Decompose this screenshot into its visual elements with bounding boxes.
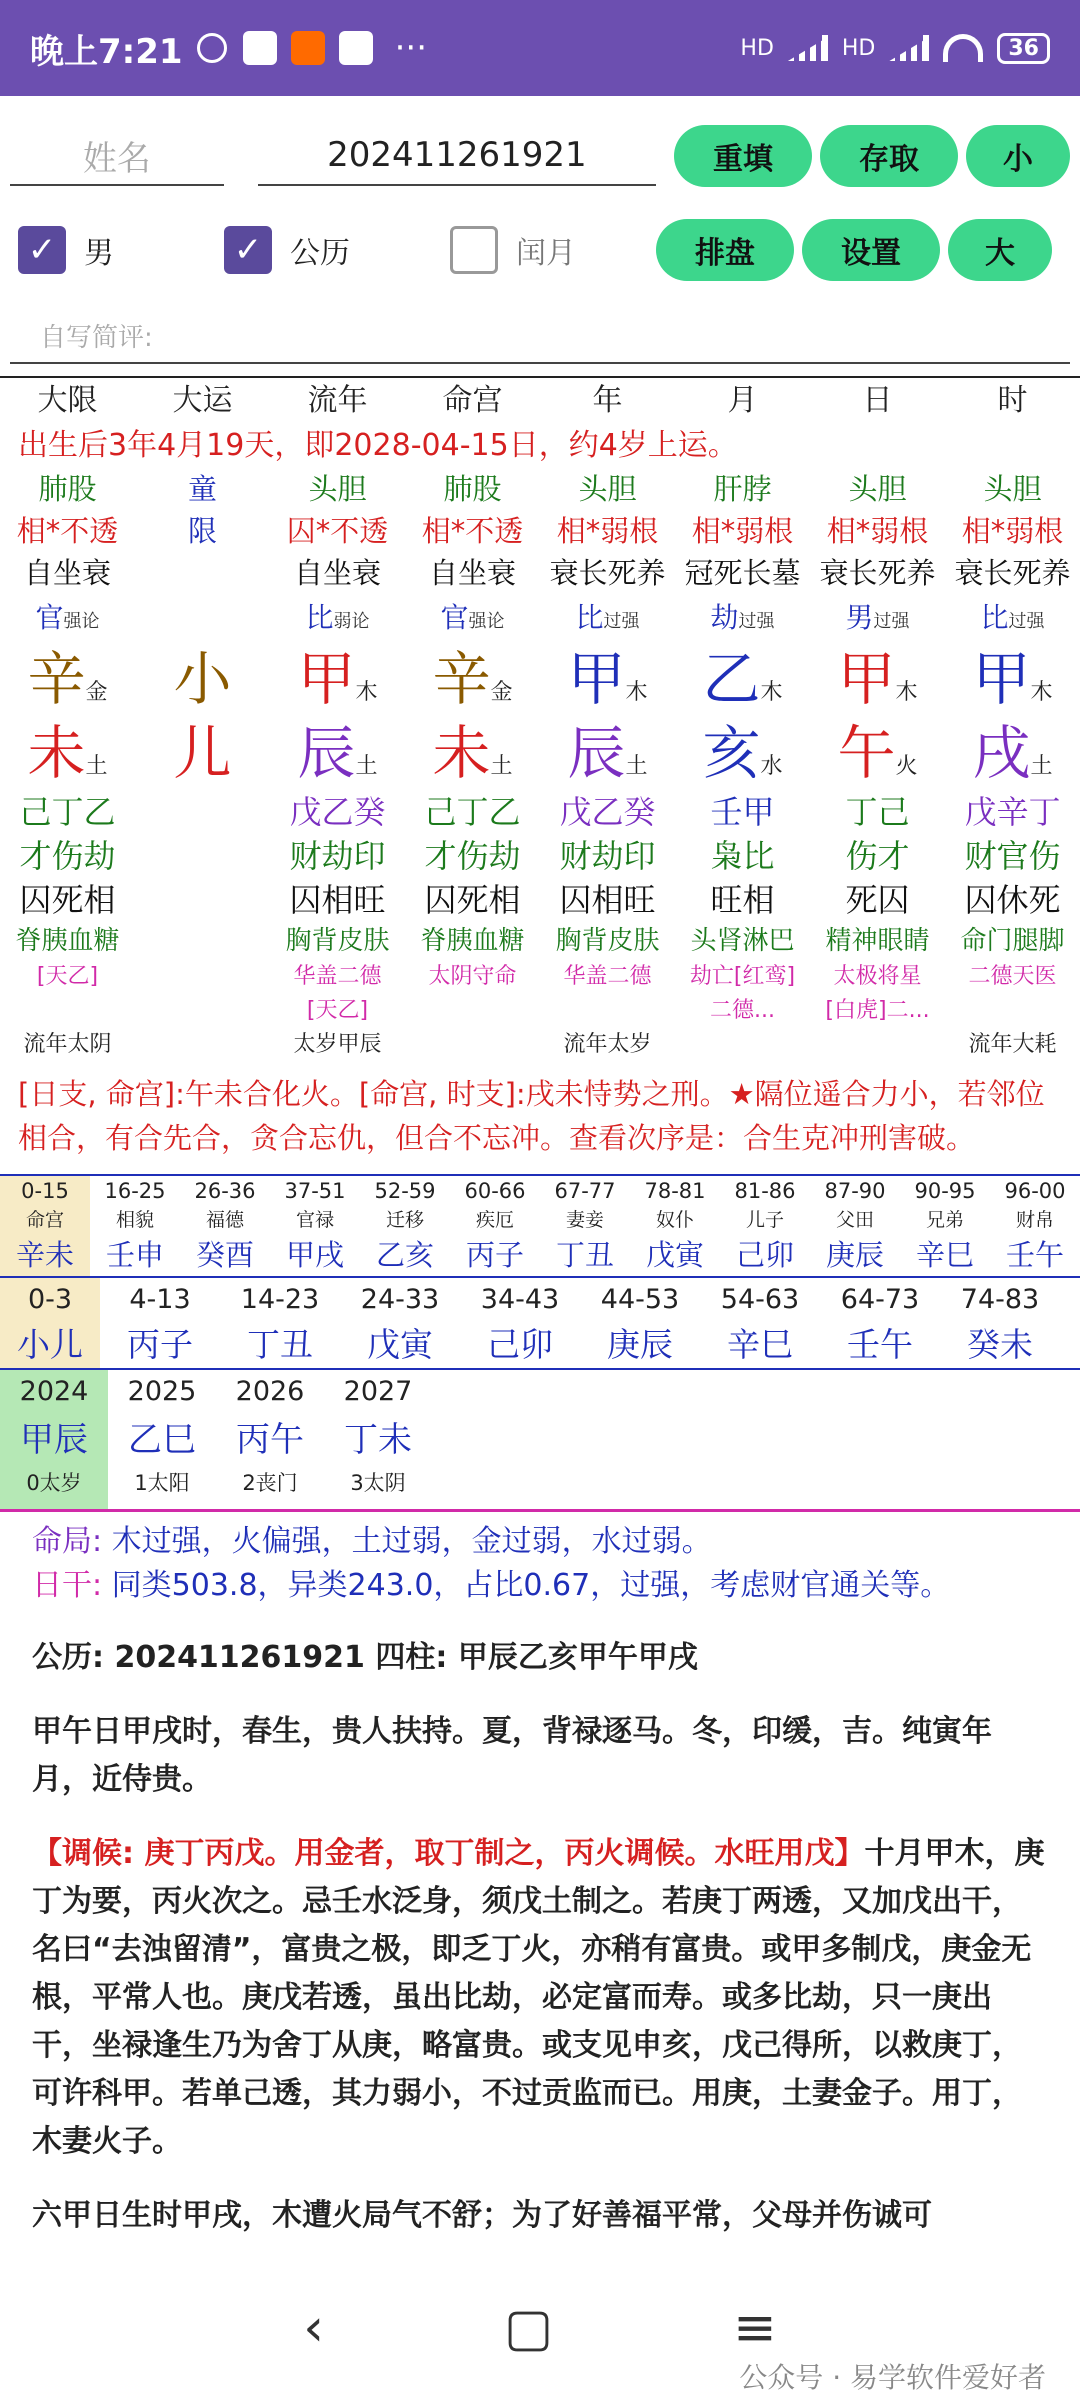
text-paragraph-3-body: 十月甲木，庚丁为要，丙火次之。忌壬水泛身，须戊土制之。若庚丁两透，又加戊出干，名曰“去浊留清”，富贵之极，即乏丁火，亦稍有富贵。或甲多制戊，庚金无根，平常人也。庚戊若透，虽出比劫，必定富而寿。或多比劫，只一庚出干，坐禄逢生乃为舍丁从庚，略富贵。或支见申亥，戊己得所，以救庚丁，可许科甲。若单己透，其力弱小，不过贡监而已。用庚，土妻金子。用丁，木妻火子。 — [32, 1836, 1045, 2159]
status-bar — [0, 0, 1080, 96]
app-notification-icon — [243, 31, 277, 65]
organ-cell: 童 — [187, 472, 217, 506]
options-row — [0, 196, 1080, 290]
solar-checkbox[interactable]: ✓ — [224, 226, 272, 274]
dayun-cell[interactable]: 24-33 戊寅 — [360, 1284, 440, 1364]
self-sit-cell: 衰长死养 — [954, 556, 1071, 590]
stem-cell-day: 甲木 — [837, 645, 918, 713]
organ-cell: 头胆 — [578, 472, 637, 506]
mi-icon — [291, 31, 325, 65]
liunian-cell[interactable]: 2024 甲辰 0太岁 — [0, 1370, 108, 1509]
input-row — [0, 96, 1080, 196]
star-cell — [135, 960, 270, 994]
state-cell: 死囚 — [845, 881, 910, 919]
self-sit-cell: 自坐衰 — [428, 556, 516, 590]
dayun-cell[interactable]: 74-83 癸未 — [960, 1284, 1040, 1364]
hidden-stem-cell: 己丁乙 — [19, 793, 116, 831]
hidden-stem-cell: 己丁乙 — [424, 793, 521, 831]
hidden-god-cell: 财劫印 — [289, 837, 386, 875]
star-cell — [0, 994, 135, 1028]
star-cell — [540, 994, 675, 1028]
header-cell: 大运 — [172, 383, 233, 418]
qq-icon — [339, 31, 373, 65]
dayun-cell[interactable]: 14-23 丁丑 — [240, 1284, 320, 1364]
hidden-stem-cell — [135, 790, 270, 834]
ten-god-cell: 劫过强 — [710, 601, 775, 634]
palace-row — [0, 1176, 1080, 1278]
hidden-god-row — [0, 834, 1080, 878]
ten-god-cell: 比过强 — [980, 601, 1045, 634]
stem-cell: 小 — [173, 645, 232, 713]
comment-input[interactable]: 自写简评: — [10, 308, 1070, 364]
summary-line-2 — [32, 1564, 1080, 1608]
summary-label-1: 命局: — [32, 1524, 103, 1559]
star-row-2 — [0, 994, 1080, 1028]
hidden-stem-cell: 壬甲 — [710, 793, 775, 831]
state-cell: 囚相旺 — [559, 881, 656, 919]
body-part-cell: 命门腿脚 — [960, 926, 1065, 956]
liunian-row — [0, 1370, 1080, 1512]
branch-cell: 午火 — [837, 719, 918, 787]
analysis-text — [0, 1634, 1080, 2240]
hidden-god-cell: 财劫印 — [559, 837, 656, 875]
stem-cell: 辛金 — [27, 645, 108, 713]
arrange-button[interactable]: 排盘 — [656, 219, 794, 281]
body-part-cell: 头肾淋巴 — [690, 926, 795, 956]
text-paragraph-1: 公历: 202411261921 四柱: 甲辰乙亥甲午甲戌 — [32, 1640, 698, 1675]
body-part-cell — [135, 922, 270, 960]
stem-cell: 甲木 — [567, 645, 648, 713]
small-button[interactable]: 小 — [966, 125, 1070, 187]
hidden-stem-cell: 戊乙癸 — [289, 793, 386, 831]
star-cell: 华盖二德 — [293, 964, 382, 989]
dayun-row — [0, 1278, 1080, 1370]
self-sit-cell: 自坐衰 — [293, 556, 381, 590]
star-cell: [白虎]二... — [825, 998, 930, 1023]
battery-icon: 36 — [997, 33, 1050, 64]
ten-god-cell: 比弱论 — [305, 601, 370, 634]
organ-cell: 肺股 — [443, 472, 502, 506]
hidden-god-cell — [135, 834, 270, 878]
dayun-cell[interactable]: 0-3 小儿 — [0, 1278, 100, 1368]
state-row — [0, 878, 1080, 922]
bazi-chart — [0, 376, 1080, 1176]
summary-label-2: 日干: — [32, 1568, 103, 1603]
header-cell: 大限 — [37, 383, 98, 418]
self-sit-cell — [135, 552, 270, 594]
palace-cell[interactable]: 96-00 财帛 壬午 — [1004, 1179, 1066, 1272]
branch-cell: 未土 — [432, 719, 513, 787]
heavenly-stem-row — [0, 642, 1080, 716]
strength-cell: 相*不透 — [421, 514, 524, 548]
star-cell: 劫亡[红鸾] — [689, 964, 796, 989]
palace-cell[interactable]: 78-81 奴仆 戊寅 — [644, 1179, 706, 1272]
text-paragraph-3 — [32, 1830, 1048, 2166]
hidden-god-cell: 才伤劫 — [424, 837, 521, 875]
palace-cell[interactable]: 90-95 兄弟 辛巳 — [914, 1179, 976, 1272]
strength-cell: 囚*不透 — [286, 514, 389, 548]
strength-row — [0, 510, 1080, 552]
body-part-row — [0, 922, 1080, 960]
ten-god-row — [0, 594, 1080, 642]
body-part-cell: 胸背皮肤 — [555, 926, 660, 956]
solar-label: 公历 — [290, 236, 350, 271]
luck-start-info: 出生后3年4月19天，即2028-04-15日，约4岁上运。 — [18, 428, 738, 463]
ten-god-cell: 比过强 — [575, 601, 640, 634]
state-cell — [135, 878, 270, 922]
dayun-cell[interactable]: 34-43 己卯 — [480, 1284, 560, 1364]
summary-value-2: 同类503.8，异类243.0，占比0.67，过强，考虑财官通关等。 — [111, 1568, 951, 1603]
dayun-cell[interactable]: 54-63 辛巳 — [720, 1284, 800, 1364]
self-sit-row — [0, 552, 1080, 594]
year-star-cell — [675, 1028, 810, 1062]
header-cell: 年 — [592, 383, 623, 418]
status-time: 晚上7:21 — [30, 31, 183, 72]
star-cell — [945, 994, 1080, 1028]
alarm-icon — [197, 33, 227, 63]
stem-cell: 辛金 — [432, 645, 513, 713]
hidden-god-cell: 枭比 — [710, 837, 775, 875]
settings-button[interactable]: 设置 — [802, 219, 940, 281]
organ-cell: 肝脖 — [713, 472, 772, 506]
header-cell: 流年 — [307, 383, 368, 418]
leap-label: 闰月 — [516, 236, 576, 271]
more-notifications-icon: ··· — [394, 28, 428, 68]
dayun-cell[interactable]: 44-53 庚辰 — [600, 1284, 680, 1364]
signal-icon — [788, 35, 828, 61]
state-cell: 囚死相 — [424, 881, 521, 919]
star-cell: 华盖二德 — [563, 964, 652, 989]
hd-label-2: HD — [841, 35, 876, 61]
organ-row — [0, 468, 1080, 510]
summary — [0, 1512, 1080, 1608]
self-sit-cell: 衰长死养 — [549, 556, 666, 590]
palace-cell[interactable]: 81-86 儿子 己卯 — [734, 1179, 796, 1272]
star-cell: 太阴守命 — [428, 964, 517, 989]
star-cell: [天乙] — [36, 964, 99, 989]
year-star-cell — [405, 1028, 540, 1062]
palace-cell[interactable]: 16-25 相貌 壬申 — [104, 1179, 166, 1272]
branch-cell: 辰土 — [297, 719, 378, 787]
star-cell: 太极将星 — [833, 964, 922, 989]
body-part-cell: 精神眼睛 — [825, 926, 930, 956]
branch-cell: 未土 — [27, 719, 108, 787]
header-cell: 命宫 — [442, 383, 503, 418]
body-part-cell: 胸背皮肤 — [285, 926, 390, 956]
ten-god-cell: 官强论 — [440, 601, 505, 634]
year-star-row — [0, 1028, 1080, 1062]
save-button[interactable]: 存取 — [820, 125, 958, 187]
header-cell: 时 — [997, 383, 1028, 418]
state-cell: 囚相旺 — [289, 881, 386, 919]
strength-cell: 相*不透 — [16, 514, 119, 548]
palace-cell[interactable]: 0-15 命宫 辛未 — [0, 1176, 90, 1276]
big-button[interactable]: 大 — [948, 219, 1052, 281]
text-paragraph-2: 甲午日甲戌时，春生，贵人扶持。夏，背禄逐马。冬，印缓，吉。纯寅年月，近侍贵。 — [32, 1714, 992, 1797]
summary-line-1 — [32, 1520, 1080, 1564]
state-cell: 囚死相 — [19, 881, 116, 919]
palace-cell[interactable]: 67-77 妻妾 丁丑 — [554, 1179, 616, 1272]
body-part-cell: 脊胰血糖 — [420, 926, 525, 956]
branch-cell: 亥水 — [702, 719, 783, 787]
stem-cell: 乙木 — [702, 645, 783, 713]
hidden-stem-cell: 戊辛丁 — [964, 793, 1061, 831]
strength-cell: 相*弱根 — [961, 514, 1064, 548]
palace-cell[interactable]: 37-51 官禄 甲戌 — [284, 1179, 346, 1272]
organ-cell: 头胆 — [983, 472, 1042, 506]
watermark: 公众号 · 易学软件爱好者 — [739, 2361, 1046, 2394]
header-cell-day: 日 — [862, 383, 893, 418]
hd-label: HD — [740, 35, 774, 61]
branch-cell: 戌土 — [972, 719, 1053, 787]
interaction-note: [日支, 命宫]:午未合化火。[命宫, 时支]:戌未恃势之刑。★隔位遥合力小，若邻位相合，有合先合，贪合忘仇，但合不忘冲。查看次序是：合生克冲刑害破。 — [0, 1062, 1080, 1176]
state-cell: 囚休死 — [964, 881, 1061, 919]
home-icon[interactable]: ▢ — [504, 2298, 554, 2358]
star-row — [0, 960, 1080, 994]
strength-cell: 相*弱根 — [691, 514, 794, 548]
palace-cell[interactable]: 52-59 迁移 乙亥 — [374, 1179, 436, 1272]
organ-cell: 头胆 — [308, 472, 367, 506]
liunian-cell[interactable]: 2026 丙午 2丧门 — [235, 1376, 305, 1495]
self-sit-cell: 自坐衰 — [23, 556, 111, 590]
text-paragraph-4: 六甲日生时甲戌，木遭火局气不舒；为了好善福平常，父母并伤诚可 — [32, 2198, 932, 2233]
strength-cell: 相*弱根 — [556, 514, 659, 548]
organ-cell: 头胆 — [848, 472, 907, 506]
hidden-god-cell: 财官伤 — [964, 837, 1061, 875]
ten-god-cell — [135, 594, 270, 642]
earthly-branch-row — [0, 716, 1080, 790]
liunian-cell[interactable]: 2025 乙巳 1太阳 — [127, 1376, 197, 1495]
wifi-icon — [943, 34, 983, 62]
star-cell: 二德天医 — [968, 964, 1057, 989]
male-label: 男 — [84, 236, 114, 271]
year-star-cell — [135, 1028, 270, 1062]
stem-cell: 甲木 — [297, 645, 378, 713]
leap-checkbox[interactable] — [450, 226, 498, 274]
signal-icon-2 — [889, 35, 929, 61]
menu-icon[interactable]: ≡ — [733, 2298, 777, 2358]
header-cell: 月 — [727, 383, 758, 418]
organ-cell: 肺股 — [38, 472, 97, 506]
ten-god-cell: 官强论 — [35, 601, 100, 634]
ten-god-cell: 男过强 — [845, 601, 910, 634]
strength-cell: 相*弱根 — [826, 514, 929, 548]
palace-cell[interactable]: 60-66 疾厄 丙子 — [464, 1179, 526, 1272]
date-input[interactable]: 202411261921 — [258, 126, 656, 186]
hidden-stem-cell: 戊乙癸 — [559, 793, 656, 831]
chart-header-row — [0, 378, 1080, 424]
palace-cell[interactable]: 26-36 福德 癸酉 — [194, 1179, 256, 1272]
reset-button[interactable]: 重填 — [674, 125, 812, 187]
star-cell: 二德... — [710, 998, 775, 1023]
body-part-cell: 脊胰血糖 — [15, 926, 120, 956]
palace-cell[interactable]: 87-90 父田 庚辰 — [824, 1179, 886, 1272]
hidden-god-cell: 伤才 — [845, 837, 910, 875]
year-star-cell: 流年太阴 — [23, 1032, 112, 1057]
self-sit-cell: 冠死长墓 — [684, 556, 801, 590]
liunian-cell[interactable]: 2027 丁未 3太阴 — [343, 1376, 413, 1495]
star-cell: [天乙] — [306, 998, 369, 1023]
year-star-cell: 流年太岁 — [563, 1032, 652, 1057]
star-cell — [135, 994, 270, 1028]
year-star-cell: 流年大耗 — [968, 1032, 1057, 1057]
year-star-cell — [810, 1028, 945, 1062]
male-checkbox[interactable]: ✓ — [18, 226, 66, 274]
back-icon[interactable]: ‹ — [303, 2298, 325, 2358]
branch-cell: 辰土 — [567, 719, 648, 787]
summary-value-1: 木过强，火偏强，土过弱，金过弱，水过弱。 — [111, 1524, 712, 1559]
stem-cell: 甲木 — [972, 645, 1053, 713]
branch-cell: 儿 — [173, 719, 232, 787]
year-star-cell: 太岁甲辰 — [293, 1032, 382, 1057]
strength-cell: 限 — [187, 514, 217, 548]
dayun-cell[interactable]: 64-73 壬午 — [840, 1284, 920, 1364]
climate-highlight: 【调候: 庚丁丙戊。用金者，取丁制之，丙火调候。水旺用戊】 — [32, 1836, 865, 1871]
hidden-stem-row — [0, 790, 1080, 834]
name-input[interactable]: 姓名 — [10, 126, 224, 186]
self-sit-cell: 衰长死养 — [819, 556, 936, 590]
dayun-cell[interactable]: 4-13 丙子 — [127, 1284, 193, 1364]
state-cell: 旺相 — [710, 881, 775, 919]
star-cell — [405, 994, 540, 1028]
hidden-stem-cell: 丁己 — [845, 793, 910, 831]
hidden-god-cell: 才伤劫 — [19, 837, 116, 875]
